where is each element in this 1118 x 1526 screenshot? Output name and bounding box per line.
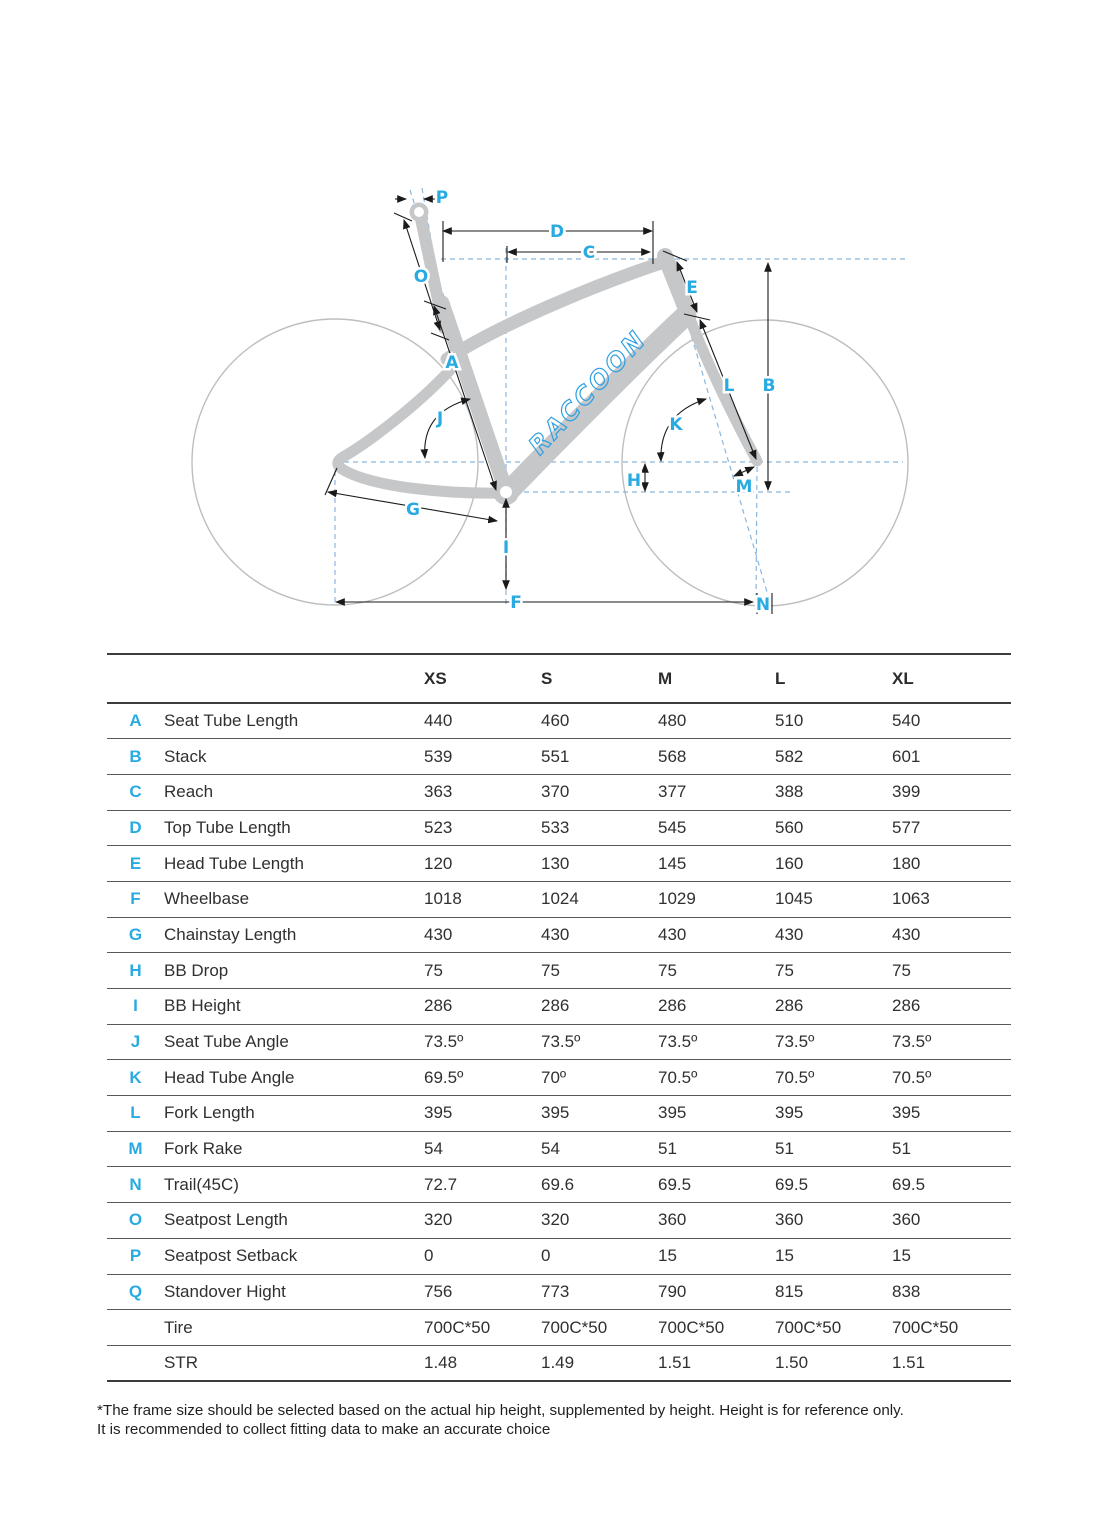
row-value: 73.5º: [424, 1024, 541, 1060]
row-letter: G: [107, 917, 164, 953]
row-label: Chainstay Length: [164, 917, 424, 953]
table-row: [107, 774, 1011, 810]
row-value: 51: [658, 1131, 775, 1167]
row-value: 395: [892, 1096, 1011, 1132]
corner-cell: [107, 654, 164, 703]
row-letter: M: [107, 1131, 164, 1167]
row-value: 70.5º: [892, 1060, 1011, 1096]
row-label: Fork Rake: [164, 1131, 424, 1167]
row-value: 430: [775, 917, 892, 953]
row-value: 73.5º: [541, 1024, 658, 1060]
row-value: 395: [424, 1096, 541, 1132]
label-E: E: [686, 278, 698, 298]
row-value: 360: [658, 1203, 775, 1239]
row-value: 440: [424, 703, 541, 739]
row-value: 363: [424, 774, 541, 810]
table-row: [107, 810, 1011, 846]
row-value: 460: [541, 703, 658, 739]
footnote-line-1: *The frame size should be selected based on the actual hip height, supplemented by height. Height is for reference only.: [97, 1402, 904, 1419]
row-value: 533: [541, 810, 658, 846]
row-label: Reach: [164, 774, 424, 810]
row-value: 523: [424, 810, 541, 846]
table-row: [107, 1131, 1011, 1167]
row-letter: N: [107, 1167, 164, 1203]
row-letter: P: [107, 1238, 164, 1274]
row-value: 539: [424, 739, 541, 775]
table-row: [107, 739, 1011, 775]
table-row: [107, 1024, 1011, 1060]
col-header-M: M: [658, 654, 775, 703]
table-row: [107, 1203, 1011, 1239]
row-label: BB Height: [164, 989, 424, 1025]
row-letter: D: [107, 810, 164, 846]
label-P: P: [435, 188, 449, 208]
label-M: M: [735, 477, 753, 497]
down-tube: [511, 315, 686, 489]
row-value: 568: [658, 739, 775, 775]
row-value: 700C*50: [892, 1310, 1011, 1346]
col-header-S: S: [541, 654, 658, 703]
row-value: 70º: [541, 1060, 658, 1096]
row-value: 0: [424, 1238, 541, 1274]
row-value: 69.5: [892, 1167, 1011, 1203]
row-value: 69.5: [775, 1167, 892, 1203]
row-value: 286: [775, 989, 892, 1025]
col-header-XL: XL: [892, 654, 1011, 703]
row-value: 838: [892, 1274, 1011, 1310]
row-value: 790: [658, 1274, 775, 1310]
row-value: 1029: [658, 881, 775, 917]
front-wheel: [622, 320, 908, 606]
row-value: 399: [892, 774, 1011, 810]
table-row: [107, 1167, 1011, 1203]
row-value: 51: [775, 1131, 892, 1167]
row-letter: O: [107, 1203, 164, 1239]
row-value: 430: [658, 917, 775, 953]
row-label: Top Tube Length: [164, 810, 424, 846]
label-F: F: [510, 593, 522, 613]
row-value: 1.49: [541, 1345, 658, 1381]
row-value: 180: [892, 846, 1011, 882]
footnote: [97, 1401, 904, 1439]
row-value: 69.5: [658, 1167, 775, 1203]
table-row: [107, 1060, 1011, 1096]
row-value: 286: [424, 989, 541, 1025]
row-letter: I: [107, 989, 164, 1025]
row-value: 160: [775, 846, 892, 882]
table-row: [107, 846, 1011, 882]
row-value: 70.5º: [775, 1060, 892, 1096]
table-row: [107, 1345, 1011, 1381]
row-value: 0: [541, 1238, 658, 1274]
table-row: [107, 1274, 1011, 1310]
table-row: [107, 703, 1011, 739]
row-label: Seat Tube Length: [164, 703, 424, 739]
row-value: 72.7: [424, 1167, 541, 1203]
row-value: 1045: [775, 881, 892, 917]
row-letter: L: [107, 1096, 164, 1132]
row-value: 75: [541, 953, 658, 989]
label-H: H: [626, 471, 642, 491]
row-letter: A: [107, 703, 164, 739]
row-value: 1.48: [424, 1345, 541, 1381]
row-label: Head Tube Length: [164, 846, 424, 882]
table-row: [107, 953, 1011, 989]
row-letter: [107, 1345, 164, 1381]
row-label: Seatpost Length: [164, 1203, 424, 1239]
label-J: J: [436, 409, 444, 429]
row-value: 430: [541, 917, 658, 953]
bike-geometry-diagram: [0, 0, 1118, 650]
table-row: [107, 1096, 1011, 1132]
row-value: 430: [892, 917, 1011, 953]
row-letter: C: [107, 774, 164, 810]
row-value: 551: [541, 739, 658, 775]
row-value: 75: [892, 953, 1011, 989]
label-K: K: [669, 415, 683, 435]
fork: [687, 311, 757, 461]
row-value: 70.5º: [658, 1060, 775, 1096]
table-header: [107, 654, 1011, 703]
row-value: 1.51: [892, 1345, 1011, 1381]
row-value: 1024: [541, 881, 658, 917]
row-value: 69.5º: [424, 1060, 541, 1096]
label-O: O: [413, 267, 429, 287]
row-value: 15: [892, 1238, 1011, 1274]
row-letter: F: [107, 881, 164, 917]
row-value: 1018: [424, 881, 541, 917]
dimension-lines: [325, 199, 772, 614]
row-letter: E: [107, 846, 164, 882]
row-letter: [107, 1310, 164, 1346]
table-row: [107, 989, 1011, 1025]
row-value: 510: [775, 703, 892, 739]
row-label: Fork Length: [164, 1096, 424, 1132]
row-value: 75: [658, 953, 775, 989]
row-value: 360: [892, 1203, 1011, 1239]
row-letter: H: [107, 953, 164, 989]
row-value: 388: [775, 774, 892, 810]
row-label: Head Tube Angle: [164, 1060, 424, 1096]
row-label: STR: [164, 1345, 424, 1381]
row-value: 130: [541, 846, 658, 882]
row-value: 815: [775, 1274, 892, 1310]
row-label: Tire: [164, 1310, 424, 1346]
col-header-XS: XS: [424, 654, 541, 703]
row-value: 430: [424, 917, 541, 953]
row-label: Trail(45C): [164, 1167, 424, 1203]
label-G: G: [406, 500, 420, 520]
row-label: Wheelbase: [164, 881, 424, 917]
row-value: 54: [424, 1131, 541, 1167]
row-value: 15: [775, 1238, 892, 1274]
row-value: 75: [424, 953, 541, 989]
row-value: 51: [892, 1131, 1011, 1167]
row-value: 395: [658, 1096, 775, 1132]
geometry-table: [107, 653, 1011, 1382]
row-value: 601: [892, 739, 1011, 775]
label-D: D: [549, 222, 565, 242]
footnote-line-2: It is recommended to collect fitting data to make an accurate choice: [97, 1421, 551, 1438]
row-value: 480: [658, 703, 775, 739]
row-value: 577: [892, 810, 1011, 846]
row-value: 700C*50: [658, 1310, 775, 1346]
row-label: BB Drop: [164, 953, 424, 989]
row-value: 1063: [892, 881, 1011, 917]
row-value: 370: [541, 774, 658, 810]
row-value: 73.5º: [775, 1024, 892, 1060]
table-row: [107, 881, 1011, 917]
row-value: 54: [541, 1131, 658, 1167]
table-body: [107, 703, 1011, 1381]
label-L: L: [723, 376, 735, 396]
frame: [338, 203, 757, 506]
row-label: Seatpost Setback: [164, 1238, 424, 1274]
label-B: B: [762, 376, 776, 396]
label-A: A: [445, 353, 459, 373]
row-value: 540: [892, 703, 1011, 739]
row-letter: K: [107, 1060, 164, 1096]
row-value: 360: [775, 1203, 892, 1239]
row-value: 320: [424, 1203, 541, 1239]
row-value: 120: [424, 846, 541, 882]
row-value: 700C*50: [775, 1310, 892, 1346]
col-header-L: L: [775, 654, 892, 703]
row-value: 1.51: [658, 1345, 775, 1381]
table-row: [107, 917, 1011, 953]
row-value: 582: [775, 739, 892, 775]
table-row: [107, 1310, 1011, 1346]
row-value: 145: [658, 846, 775, 882]
row-value: 15: [658, 1238, 775, 1274]
brand-logo: RACCOON: [522, 324, 653, 461]
label-I: I: [502, 538, 510, 558]
row-value: 286: [658, 989, 775, 1025]
row-value: 73.5º: [658, 1024, 775, 1060]
row-label: Stack: [164, 739, 424, 775]
row-label: Seat Tube Angle: [164, 1024, 424, 1060]
row-value: 320: [541, 1203, 658, 1239]
row-value: 395: [775, 1096, 892, 1132]
row-label: Standover Hight: [164, 1274, 424, 1310]
row-value: 700C*50: [541, 1310, 658, 1346]
row-value: 700C*50: [424, 1310, 541, 1346]
row-value: 773: [541, 1274, 658, 1310]
table-row: [107, 1238, 1011, 1274]
row-value: 756: [424, 1274, 541, 1310]
row-letter: J: [107, 1024, 164, 1060]
row-value: 395: [541, 1096, 658, 1132]
row-value: 560: [775, 810, 892, 846]
corner-cell: [164, 654, 424, 703]
row-letter: B: [107, 739, 164, 775]
row-value: 545: [658, 810, 775, 846]
row-value: 73.5º: [892, 1024, 1011, 1060]
row-value: 75: [775, 953, 892, 989]
row-value: 286: [892, 989, 1011, 1025]
row-value: 69.6: [541, 1167, 658, 1203]
row-value: 377: [658, 774, 775, 810]
row-value: 286: [541, 989, 658, 1025]
label-C: C: [582, 243, 596, 263]
row-value: 1.50: [775, 1345, 892, 1381]
label-N: N: [755, 595, 771, 615]
row-letter: Q: [107, 1274, 164, 1310]
